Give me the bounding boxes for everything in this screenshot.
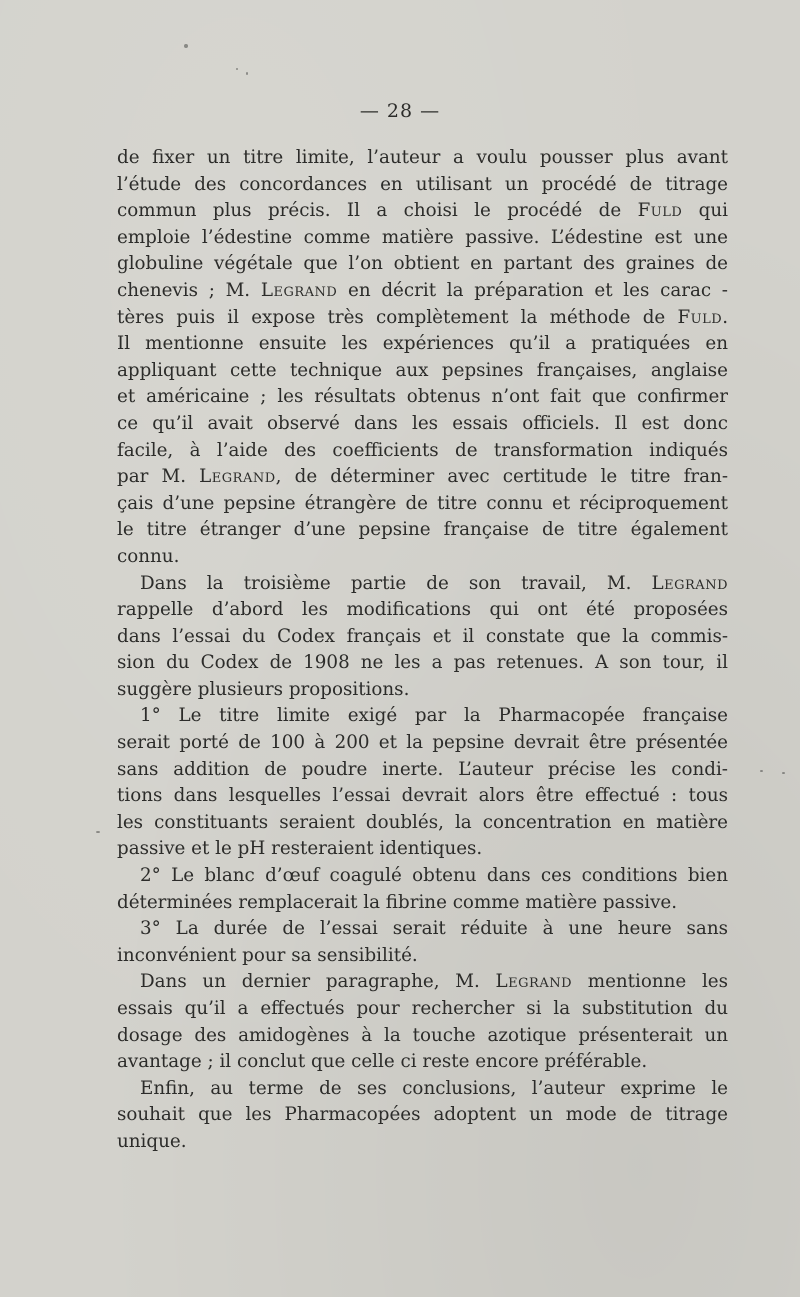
paragraph [117, 863, 728, 916]
text-line: çais d’une pepsine étrangère de titre connu et réciproquement [117, 492, 728, 514]
text-line: 1° Le titre limite exigé par la Pharmacopée française [140, 705, 728, 727]
paragraph [117, 969, 728, 1075]
ink-speck [96, 831, 100, 833]
ink-speck [760, 770, 763, 772]
text-line: dans l’essai du Codex français et il constate que la commis- [117, 625, 728, 647]
text-line: et américaine ; les résultats obtenus n’ont fait que confirmer [117, 386, 728, 408]
author-name: Fuld [637, 200, 683, 222]
ink-speck [184, 44, 188, 48]
author-name: Legrand [495, 971, 573, 993]
text-line: inconvénient pour sa sensibilité. [117, 944, 418, 966]
text-line: par M. Legrand, de déterminer avec certitude le titre fran- [117, 466, 728, 488]
text-line: l’étude des concordances en utilisant un procédé de titrage [117, 173, 728, 195]
text-line: serait porté de 100 à 200 et la pepsine devrait être présentée [117, 732, 728, 754]
text-line: Dans un dernier paragraphe, M. Legrand mentionne les [140, 971, 728, 993]
text-line: commun plus précis. Il a choisi le procédé de Fuld qui [117, 200, 729, 222]
ink-speck [782, 772, 785, 774]
paragraph [117, 916, 728, 969]
text-line: unique. [117, 1130, 187, 1152]
text-line: suggère plusieurs propositions. [117, 678, 410, 700]
text-line: de fixer un titre limite, l’auteur a voulu pousser plus avant [117, 147, 728, 168]
text-line: Enfin, au terme de ses conclusions, l’auteur exprime le [140, 1077, 728, 1099]
text-line: tions dans lesquelles l’essai devrait alors être effectué : tous [117, 785, 728, 807]
ink-speck [236, 68, 238, 70]
text-line: connu. [117, 545, 180, 567]
text-line: ce qu’il avait observé dans les essais officiels. Il est donc [117, 412, 728, 434]
paragraph [117, 1076, 728, 1156]
paragraph [117, 703, 728, 863]
text-line: rappelle d’abord les modifications qui ont été proposées [117, 599, 728, 621]
text-line: 3° La durée de l’essai serait réduite à une heure sans [140, 918, 728, 940]
text-line: Dans la troisième partie de son travail, M. Legrand [140, 572, 728, 594]
text-line: facile, à l’aide des coefficients de transformation indiqués [117, 439, 728, 461]
text-line: chenevis ; M. Legrand en décrit la préparation et les carac - [117, 279, 728, 301]
paragraph [117, 571, 728, 704]
text-line: souhait que les Pharmacopées adoptent un mode de titrage [117, 1104, 728, 1126]
text-line: déterminées remplacerait la fibrine comme matière passive. [117, 891, 678, 913]
body-text [117, 145, 728, 1156]
text-line: passive et le pH resteraient identiques. [117, 838, 483, 860]
author-name: Legrand [199, 466, 276, 488]
page-number: — 28 — [359, 100, 441, 122]
text-line: sans addition de poudre inerte. L’auteur précise les condi- [117, 758, 728, 780]
text-line: tères puis il expose très complètement la méthode de Fuld. [117, 306, 728, 328]
text-line: essais qu’il a effectués pour rechercher si la substitution du [117, 998, 728, 1019]
text-line: 2° Le blanc d’œuf coagulé obtenu dans ces conditions bien [140, 865, 728, 887]
text-line: avantage ; il conclut que celle ci reste encore préférable. [117, 1051, 648, 1073]
text-line: emploie l’édestine comme matière passive. L’édestine est une [117, 226, 728, 248]
text-line: appliquant cette technique aux pepsines françaises, anglaise [117, 359, 728, 381]
author-name: Fuld [677, 306, 723, 328]
author-name: Legrand [260, 279, 338, 301]
paragraph [117, 145, 728, 571]
text-line: globuline végétale que l’on obtient en partant des graines de [117, 253, 728, 275]
text-line: les constituants seraient doublés, la concentration en matière [117, 811, 728, 833]
text-line: le titre étranger d’une pepsine française de titre également [117, 519, 728, 541]
text-line: dosage des amidogènes à la touche azotique présenterait un [117, 1024, 728, 1046]
text-line: sion du Codex de 1908 ne les a pas retenues. A son tour, il [117, 652, 728, 674]
ink-speck [246, 72, 248, 75]
author-name: Legrand [651, 572, 728, 594]
text-line: Il mentionne ensuite les expériences qu’il a pratiquées en [117, 333, 728, 355]
